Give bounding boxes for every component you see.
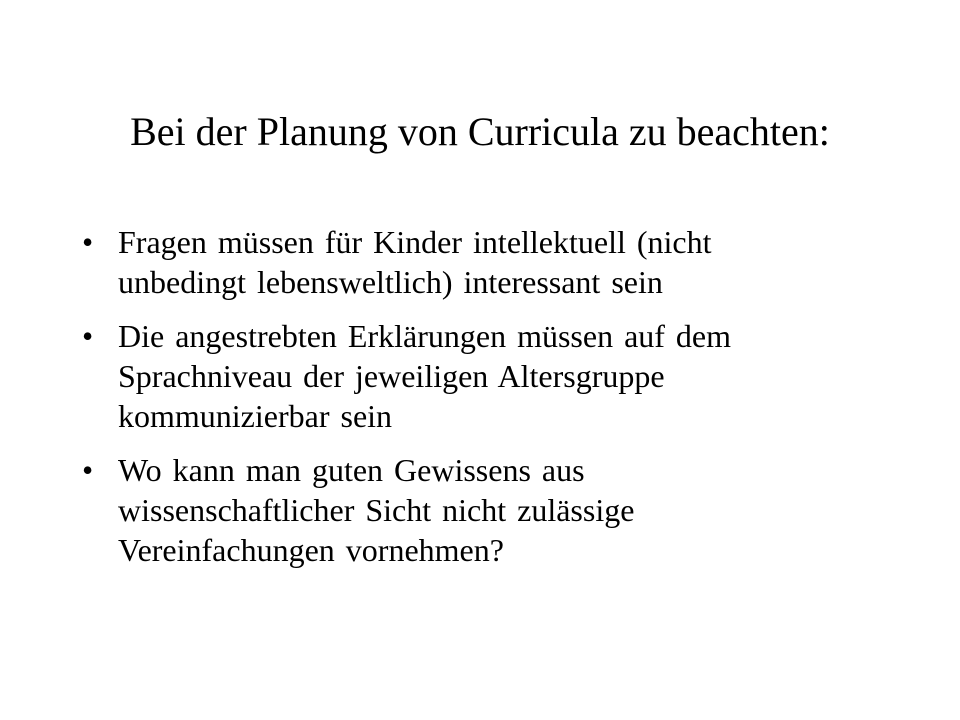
bullet-line: Wo kann man guten Gewissens aus (118, 452, 585, 488)
bullet-line: Vereinfachungen vornehmen? (118, 532, 504, 568)
bullet-item-2 (82, 316, 902, 436)
bullet-marker: • (82, 224, 94, 260)
bullet-item-3 (82, 450, 902, 570)
bullet-line: wissenschaftlicher Sicht nicht zulässige (118, 492, 635, 528)
bullet-line: Fragen müssen für Kinder intellektuell (nicht (118, 224, 712, 260)
bullet-marker: • (82, 318, 94, 354)
bullet-item-1 (82, 222, 902, 302)
slide-title: Bei der Planung von Curricula zu beachten: (130, 109, 830, 154)
bullet-line: unbedingt lebensweltlich) interessant sein (118, 264, 663, 300)
bullet-line: kommunizierbar sein (118, 398, 393, 434)
bullet-list (82, 222, 902, 584)
bullet-marker: • (82, 452, 94, 488)
bullet-line: Sprachniveau der jeweiligen Altersgruppe (118, 358, 665, 394)
bullet-line: Die angestrebten Erklärungen müssen auf dem (118, 318, 732, 354)
